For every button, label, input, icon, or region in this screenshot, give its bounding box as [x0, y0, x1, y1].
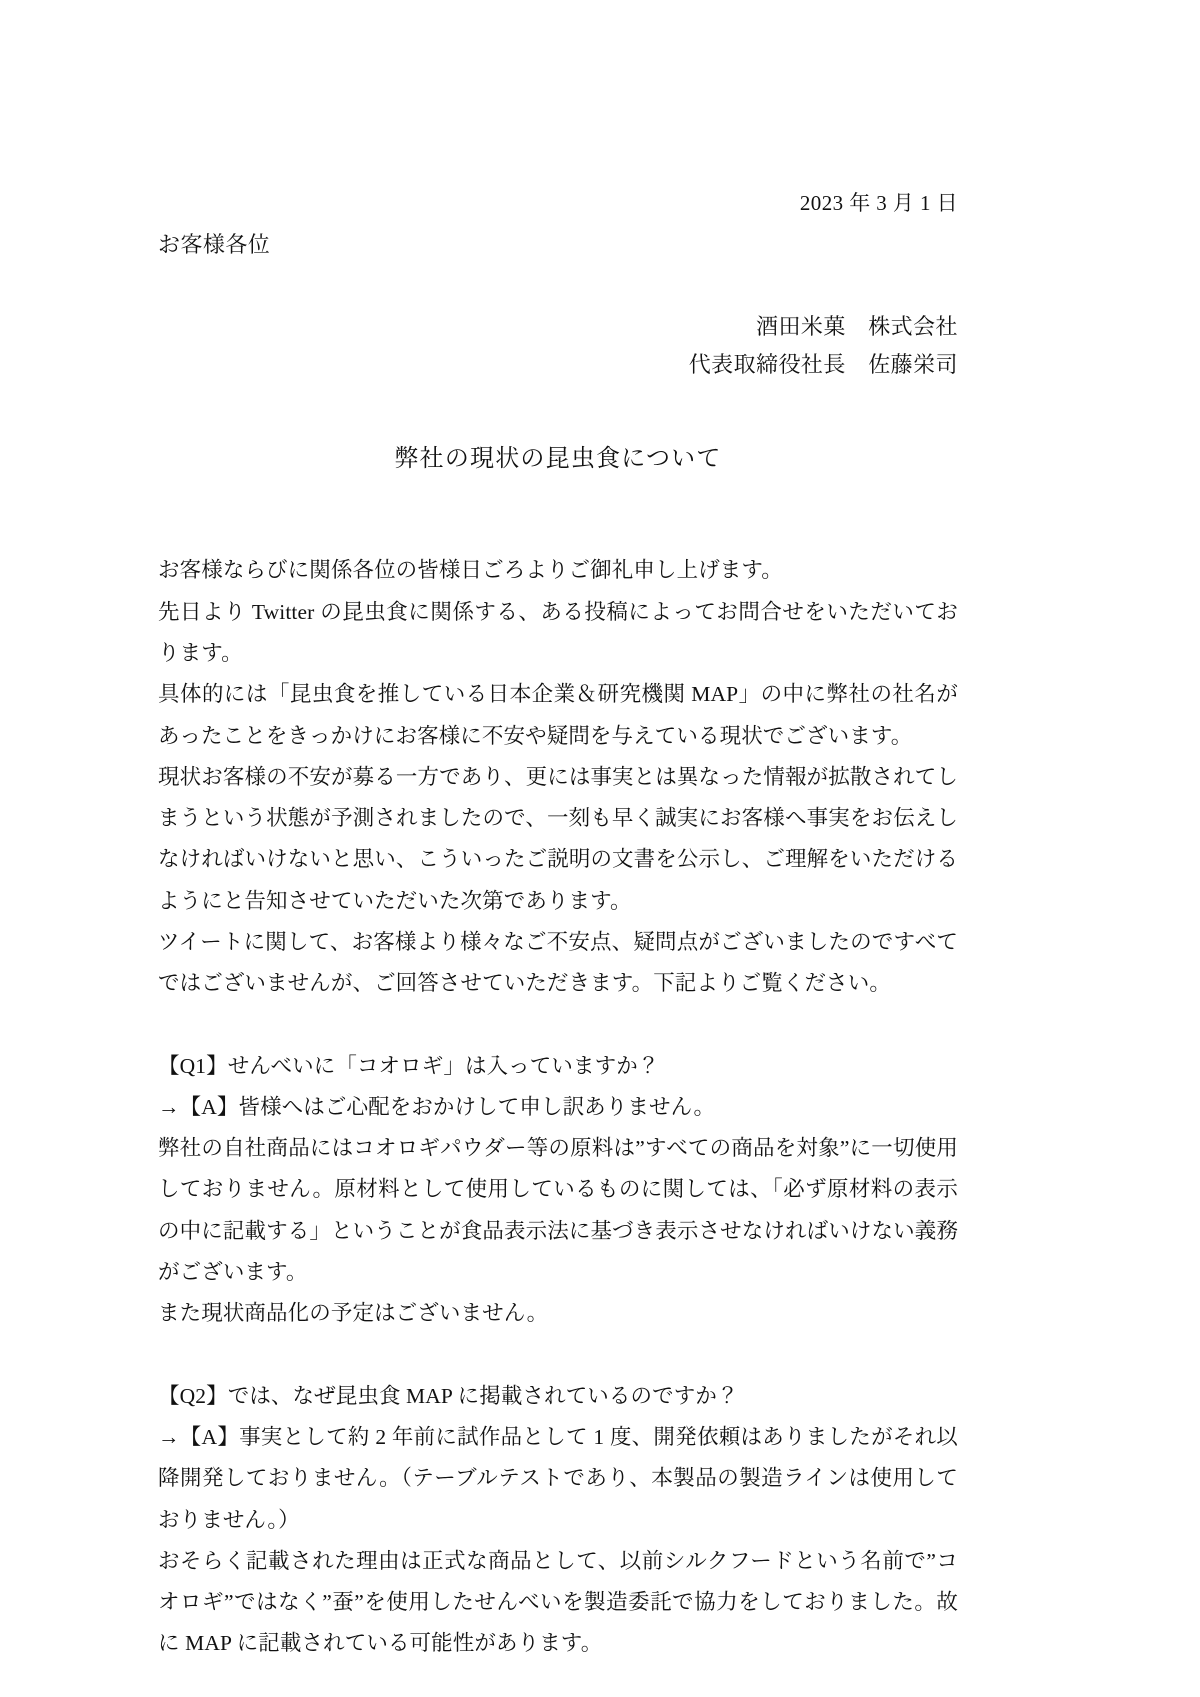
- qa-item-1: [158, 1046, 958, 1335]
- paragraph-twitter-notice: 先日より Twitter の昆虫食に関係する、ある投稿によってお問合せをいただいております。: [158, 599, 958, 666]
- paragraph-situation: 現状お客様の不安が募る一方であり、更には事実とは異なった情報が拡散されてしまうという状態が予測されましたので、一刻も早く誠実にお客様へ事実をお伝えしなければいけないと思い、こういったご説明の文書を公示し、ご理解をいただけるようにと告知させていただいた次第であります。: [158, 764, 958, 913]
- signature-company: 酒田米菓 株式会社: [756, 313, 958, 339]
- qa-answer-lead-2: →【A】事実として約 2 年前に試作品として 1 度、開発依頼はありましたがそれ以降開発しておりません。（テーブルテストであり、本製品の製造ラインは使用しておりません。）: [158, 1425, 958, 1532]
- document-date: 2023 年 3 月 1 日: [799, 191, 958, 215]
- document-body: [158, 550, 958, 1664]
- addressee-line: お客様各位: [158, 232, 271, 258]
- paragraph-specifics: 具体的には「昆虫食を推している日本企業＆研究機関 MAP」の中に弊社の社名があったことをきっかけにお客様に不安や疑問を与えている現状でございます。: [158, 682, 958, 748]
- signature-representative: 代表取締役社長 佐藤栄司: [688, 352, 958, 378]
- qa-answer-body-1: 弊社の自社商品にはコオロギパウダー等の原料は”すべての商品を対象”に一切使用しておりません。原材料として使用しているものに関しては、「必ず原材料の表示の中に記載する」ということが食品表示法に基づき表示させなければいけない義務がございます。: [158, 1136, 958, 1284]
- document-content: [158, 0, 958, 1665]
- paragraph-spacer-2: [158, 1335, 958, 1376]
- qa-item-2: [158, 1376, 958, 1665]
- signature-block: [158, 308, 958, 385]
- paragraph-greeting: お客様ならびに関係各位の皆様日ごろよりご御礼申し上げます。: [158, 558, 783, 583]
- qa-answer-lead-1: →【A】皆様へはご心配をおかけして申し訳ありません。: [158, 1094, 716, 1119]
- qa-question-2: 【Q2】では、なぜ昆虫食 MAP に掲載されているのですか？: [158, 1383, 739, 1408]
- qa-answer-extra-1: また現状商品化の予定はございません。: [158, 1301, 549, 1326]
- paragraph-spacer-1: [158, 1004, 958, 1045]
- paragraph-tweet-response: ツイートに関して、お客様より様々なご不安点、疑問点がございましたのですべてではございませんが、ご回答させていただきます。下記よりご覧ください。: [158, 929, 958, 996]
- document-title: 弊社の現状の昆虫食について: [394, 445, 722, 472]
- qa-answer-body-2: おそらく記載された理由は正式な商品として、以前シルクフードという名前で”コオロギ”ではなく”蚕”を使用したせんべいを製造委託で協力をしておりました。故に MAP に記載されている可能性があります。: [158, 1548, 958, 1656]
- qa-question-1: 【Q1】せんべいに「コオロギ」は入っていますか？: [158, 1053, 660, 1078]
